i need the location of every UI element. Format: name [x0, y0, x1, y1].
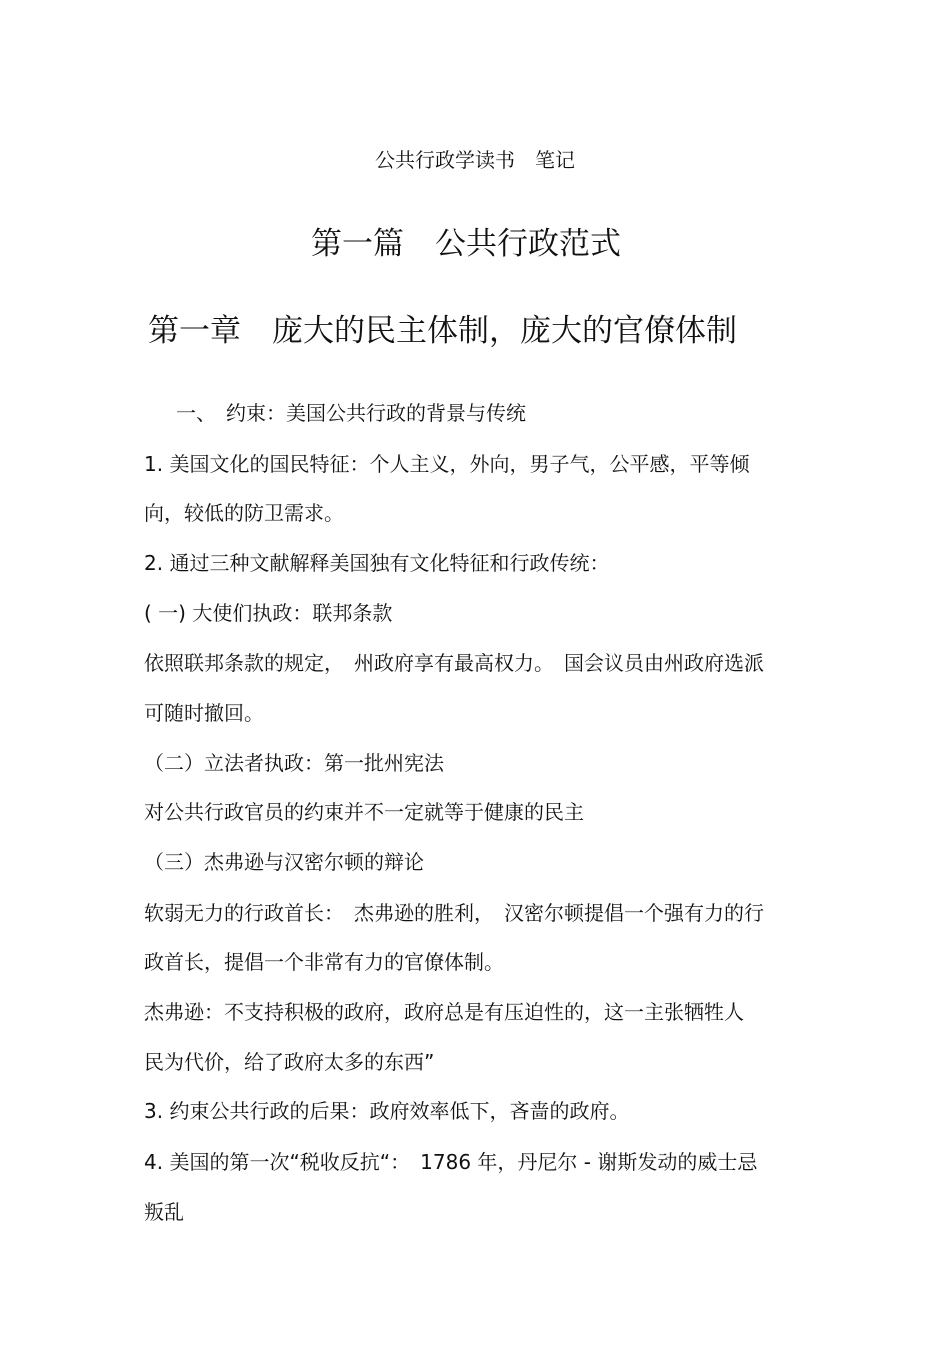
body-line: 可随时撤回。 [144, 701, 264, 725]
body-line: 向，较低的防卫需求。 [144, 501, 344, 525]
document-title: 公共行政学读书 笔记 [375, 148, 575, 172]
chapter-title: 第一章 庞大的民主体制，庞大的官僚体制 [148, 313, 737, 349]
body-line: 3. 约束公共行政的后果：政府效率低下，吝啬的政府。 [144, 1099, 630, 1123]
body-line: 依照联邦条款的规定， 州政府享有最高权力。 国会议员由州政府选派 [144, 651, 764, 675]
body-line: 民为代价，给了政府太多的东西” [144, 1050, 435, 1074]
body-line: 对公共行政官员的约束并不一定就等于健康的民主 [144, 800, 584, 824]
body-line: 1. 美国文化的国民特征：个人主义，外向，男子气，公平感，平等倾 [144, 452, 750, 476]
section-heading: 一、 约束：美国公共行政的背景与传统 [176, 401, 526, 425]
body-line: 杰弗逊：不支持积极的政府，政府总是有压迫性的，这一主张牺牲人 [144, 1000, 744, 1024]
body-line: ( 一) 大使们执政：联邦条款 [144, 601, 393, 625]
body-line: 政首长，提倡一个非常有力的官僚体制。 [144, 950, 504, 974]
part-title: 第一篇 公共行政范式 [311, 226, 621, 262]
body-line: （三）杰弗逊与汉密尔顿的辩论 [144, 850, 424, 874]
body-line: （二）立法者执政：第一批州宪法 [144, 751, 444, 775]
body-line: 4. 美国的第一次“税收反抗“： 1786 年，丹尼尔 - 谢斯发动的威士忌 [144, 1150, 758, 1174]
body-line: 软弱无力的行政首长： 杰弗逊的胜利， 汉密尔顿提倡一个强有力的行 [144, 901, 764, 925]
body-line: 叛乱 [144, 1200, 184, 1224]
body-line: 2. 通过三种文献解释美国独有文化特征和行政传统： [144, 551, 610, 575]
